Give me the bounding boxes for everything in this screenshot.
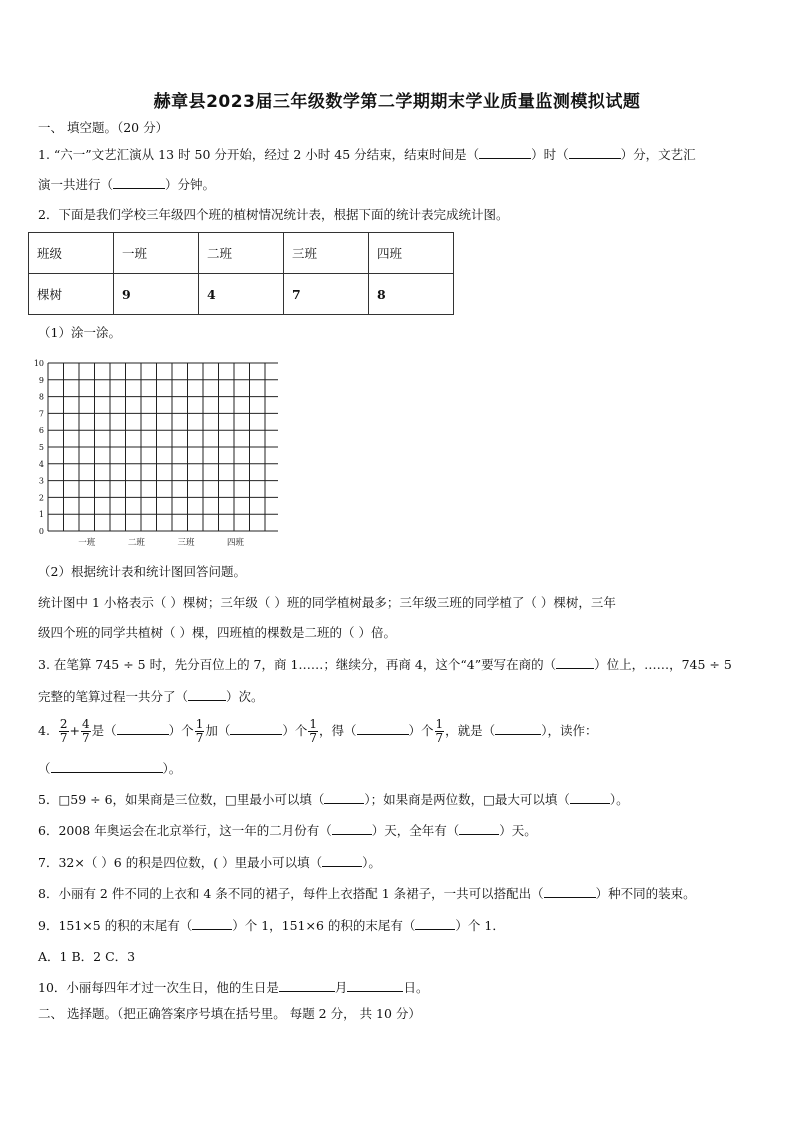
answer-blank[interactable]: [459, 822, 499, 835]
question-7: [38, 854, 381, 872]
q8-text-b: ）种不同的装束。: [595, 886, 696, 901]
table-row: [29, 274, 454, 315]
q6-text-b: ）天，全年有（: [371, 823, 460, 838]
y-tick-label: 10: [33, 359, 44, 368]
answer-blank[interactable]: [188, 688, 226, 701]
y-tick-label: 5: [38, 443, 44, 452]
table-cell: 三班: [284, 233, 369, 274]
table-cell: 4: [199, 274, 284, 315]
answer-blank[interactable]: [230, 722, 282, 735]
fraction-numerator: 1: [309, 717, 317, 731]
table-cell: 9: [114, 274, 199, 315]
table-cell: 7: [284, 274, 369, 315]
q4-text: ）个: [282, 723, 308, 738]
question-9: [38, 917, 505, 935]
table-cell: 8: [369, 274, 454, 315]
x-category-label: 四班: [227, 538, 245, 548]
answer-blank[interactable]: [113, 176, 165, 189]
question-10: [38, 979, 428, 997]
y-tick-label: 6: [38, 426, 44, 436]
q5-text-c: ）。: [609, 792, 629, 807]
q4-text: 加（: [205, 723, 231, 738]
fraction-numerator: 4: [82, 717, 90, 731]
table-cell: 班级: [29, 233, 114, 274]
fraction-denominator: 7: [309, 731, 317, 745]
fraction: [59, 718, 69, 745]
planting-stats-table: [28, 232, 454, 315]
answer-blank[interactable]: [544, 885, 596, 898]
q3-text-d: ）次。: [226, 689, 264, 704]
question-2-line-2: 级四个班的同学共植树（ ）棵，四班植的棵数是二班的（ ）倍。: [38, 625, 396, 640]
fraction: [195, 718, 205, 745]
answer-blank[interactable]: [415, 917, 455, 930]
q5-text-b: ）；如果商是两位数，□最大可以填（: [364, 792, 570, 807]
q4-text: ），读作：: [541, 723, 598, 738]
answer-blank[interactable]: [322, 854, 362, 867]
q1-text-d: 演一共进行（: [38, 177, 114, 192]
q10-text-a: 10．小丽每四年才过一次生日，他的生日是: [38, 980, 279, 995]
fraction-denominator: 7: [82, 731, 90, 745]
fraction-numerator: 2: [59, 717, 68, 731]
q3-text-a: 3. 在笔算 745 ÷ 5 时，先分百位上的 7，商 1……；继续分，再商 4，这个“4”要写在商的（: [38, 657, 557, 672]
answer-blank[interactable]: [347, 979, 403, 992]
fraction: [308, 718, 318, 745]
q9-text-b: ）个 1，151×6 的积的末尾有（: [232, 918, 416, 933]
question-2-sub-1: （1）涂一涂。: [38, 325, 121, 340]
fraction-denominator: 7: [195, 731, 204, 745]
question-3-line-2: [38, 688, 264, 706]
x-category-label: 二班: [127, 538, 145, 548]
q4-number: 4.: [38, 723, 50, 738]
q4-text: ，得（: [319, 723, 357, 738]
answer-blank[interactable]: [495, 722, 541, 735]
answer-blank[interactable]: [570, 791, 610, 804]
answer-blank[interactable]: [569, 146, 621, 159]
fraction: [435, 718, 445, 745]
q8-text-a: 8．小丽有 2 件不同的上衣和 4 条不同的裙子，每件上衣搭配 1 条裙子，一共可以搭配出（: [38, 886, 544, 901]
table-cell: 二班: [199, 233, 284, 274]
q9-text-c: ）个 1．: [455, 918, 505, 933]
y-tick-label: 7: [38, 409, 44, 419]
q7-text-b: ）。: [362, 855, 381, 870]
chart-grid-svg[interactable]: [28, 354, 278, 554]
section-2-heading: 二、 选择题。（把正确答案序号填在括号里。 每题 2 分， 共 10 分）: [38, 1006, 421, 1021]
q4-text: ，就是（: [445, 723, 496, 738]
question-1-line-1: [38, 146, 696, 164]
answer-blank[interactable]: [556, 656, 594, 669]
question-1-line-2: [38, 176, 215, 194]
q4-text: （: [38, 761, 51, 776]
answer-blank[interactable]: [324, 791, 364, 804]
table-cell: 四班: [369, 233, 454, 274]
question-2-text: 2．下面是我们学校三年级四个班的植树情况统计表，根据下面的统计表完成统计图。: [38, 207, 509, 222]
answer-blank[interactable]: [117, 722, 169, 735]
q1-text-b: ）时（: [531, 147, 569, 162]
fraction-numerator: 1: [435, 717, 444, 731]
y-tick-label: 0: [38, 527, 44, 536]
y-tick-label: 8: [38, 392, 44, 402]
q1-text-a: 1. “六一”文艺汇演从 13 时 50 分开始，经过 2 小时 45 分结束，结束时间是（: [38, 147, 480, 162]
q1-text-e: ）分钟。: [165, 177, 216, 192]
q3-text-c: 完整的笔算过程一共分了（: [38, 689, 189, 704]
question-9-options: A．1 B．2 C．3: [38, 949, 136, 964]
answer-blank[interactable]: [332, 822, 372, 835]
q6-text-c: ）天。: [499, 823, 537, 838]
q3-text-b: ）位上，……，745 ÷ 5: [594, 657, 732, 672]
question-6: [38, 822, 537, 840]
x-category-label: 一班: [78, 538, 96, 548]
answer-blank[interactable]: [479, 146, 531, 159]
q6-text-a: 6．2008 年奥运会在北京举行，这一年的二月份有（: [38, 823, 332, 838]
q1-text-c: ）分，文艺汇: [620, 147, 696, 162]
bar-chart-grid: [28, 354, 278, 554]
q10-text-c: 日。: [403, 980, 429, 995]
fraction-denominator: 7: [435, 731, 444, 745]
fraction: [81, 718, 91, 745]
q4-text: 是（: [91, 723, 117, 738]
x-category-label: 三班: [177, 538, 195, 548]
y-tick-label: 3: [38, 476, 44, 486]
page-title: 赫章县2023届三年级数学第二学期期末学业质量监测模拟试题: [153, 92, 641, 112]
q9-text-a: 9．151×5 的积的末尾有（: [38, 918, 193, 933]
q7-text-a: 7．32×（ ）6 的积是四位数，( ）里最小可以填（: [38, 855, 323, 870]
question-4-line-1: [38, 716, 597, 746]
question-2-line-1: 统计图中 1 小格表示（ ）棵树；三年级（ ）班的同学植树最多；三年级三班的同学植了（ ）棵树，三年: [38, 595, 616, 610]
answer-blank[interactable]: [51, 760, 163, 773]
q5-text-a: 5．□59 ÷ 6，如果商是三位数，□里最小可以填（: [38, 792, 325, 807]
y-tick-label: 2: [38, 493, 44, 503]
fraction-numerator: 1: [195, 717, 204, 731]
question-8: [38, 885, 696, 903]
q4-text: ）。: [162, 761, 182, 776]
plus-sign: +: [69, 723, 81, 738]
y-tick-label: 9: [38, 375, 44, 385]
y-tick-label: 1: [38, 510, 44, 520]
y-tick-label: 4: [38, 459, 44, 469]
fraction-denominator: 7: [59, 731, 68, 745]
answer-blank[interactable]: [357, 722, 409, 735]
table-row: [29, 233, 454, 274]
answer-blank[interactable]: [279, 979, 335, 992]
answer-blank[interactable]: [192, 917, 232, 930]
section-1-heading: 一、 填空题。（20 分）: [38, 120, 169, 135]
q4-text: ）个: [168, 723, 194, 738]
question-4-line-2: [38, 760, 181, 778]
question-5: [38, 791, 629, 809]
table-cell: 棵树: [29, 274, 114, 315]
q10-text-b: 月: [334, 980, 348, 995]
question-2-sub-2: （2）根据统计表和统计图回答问题。: [38, 564, 246, 579]
q4-text: ）个: [408, 723, 434, 738]
table-cell: 一班: [114, 233, 199, 274]
question-3-line-1: [38, 656, 732, 674]
